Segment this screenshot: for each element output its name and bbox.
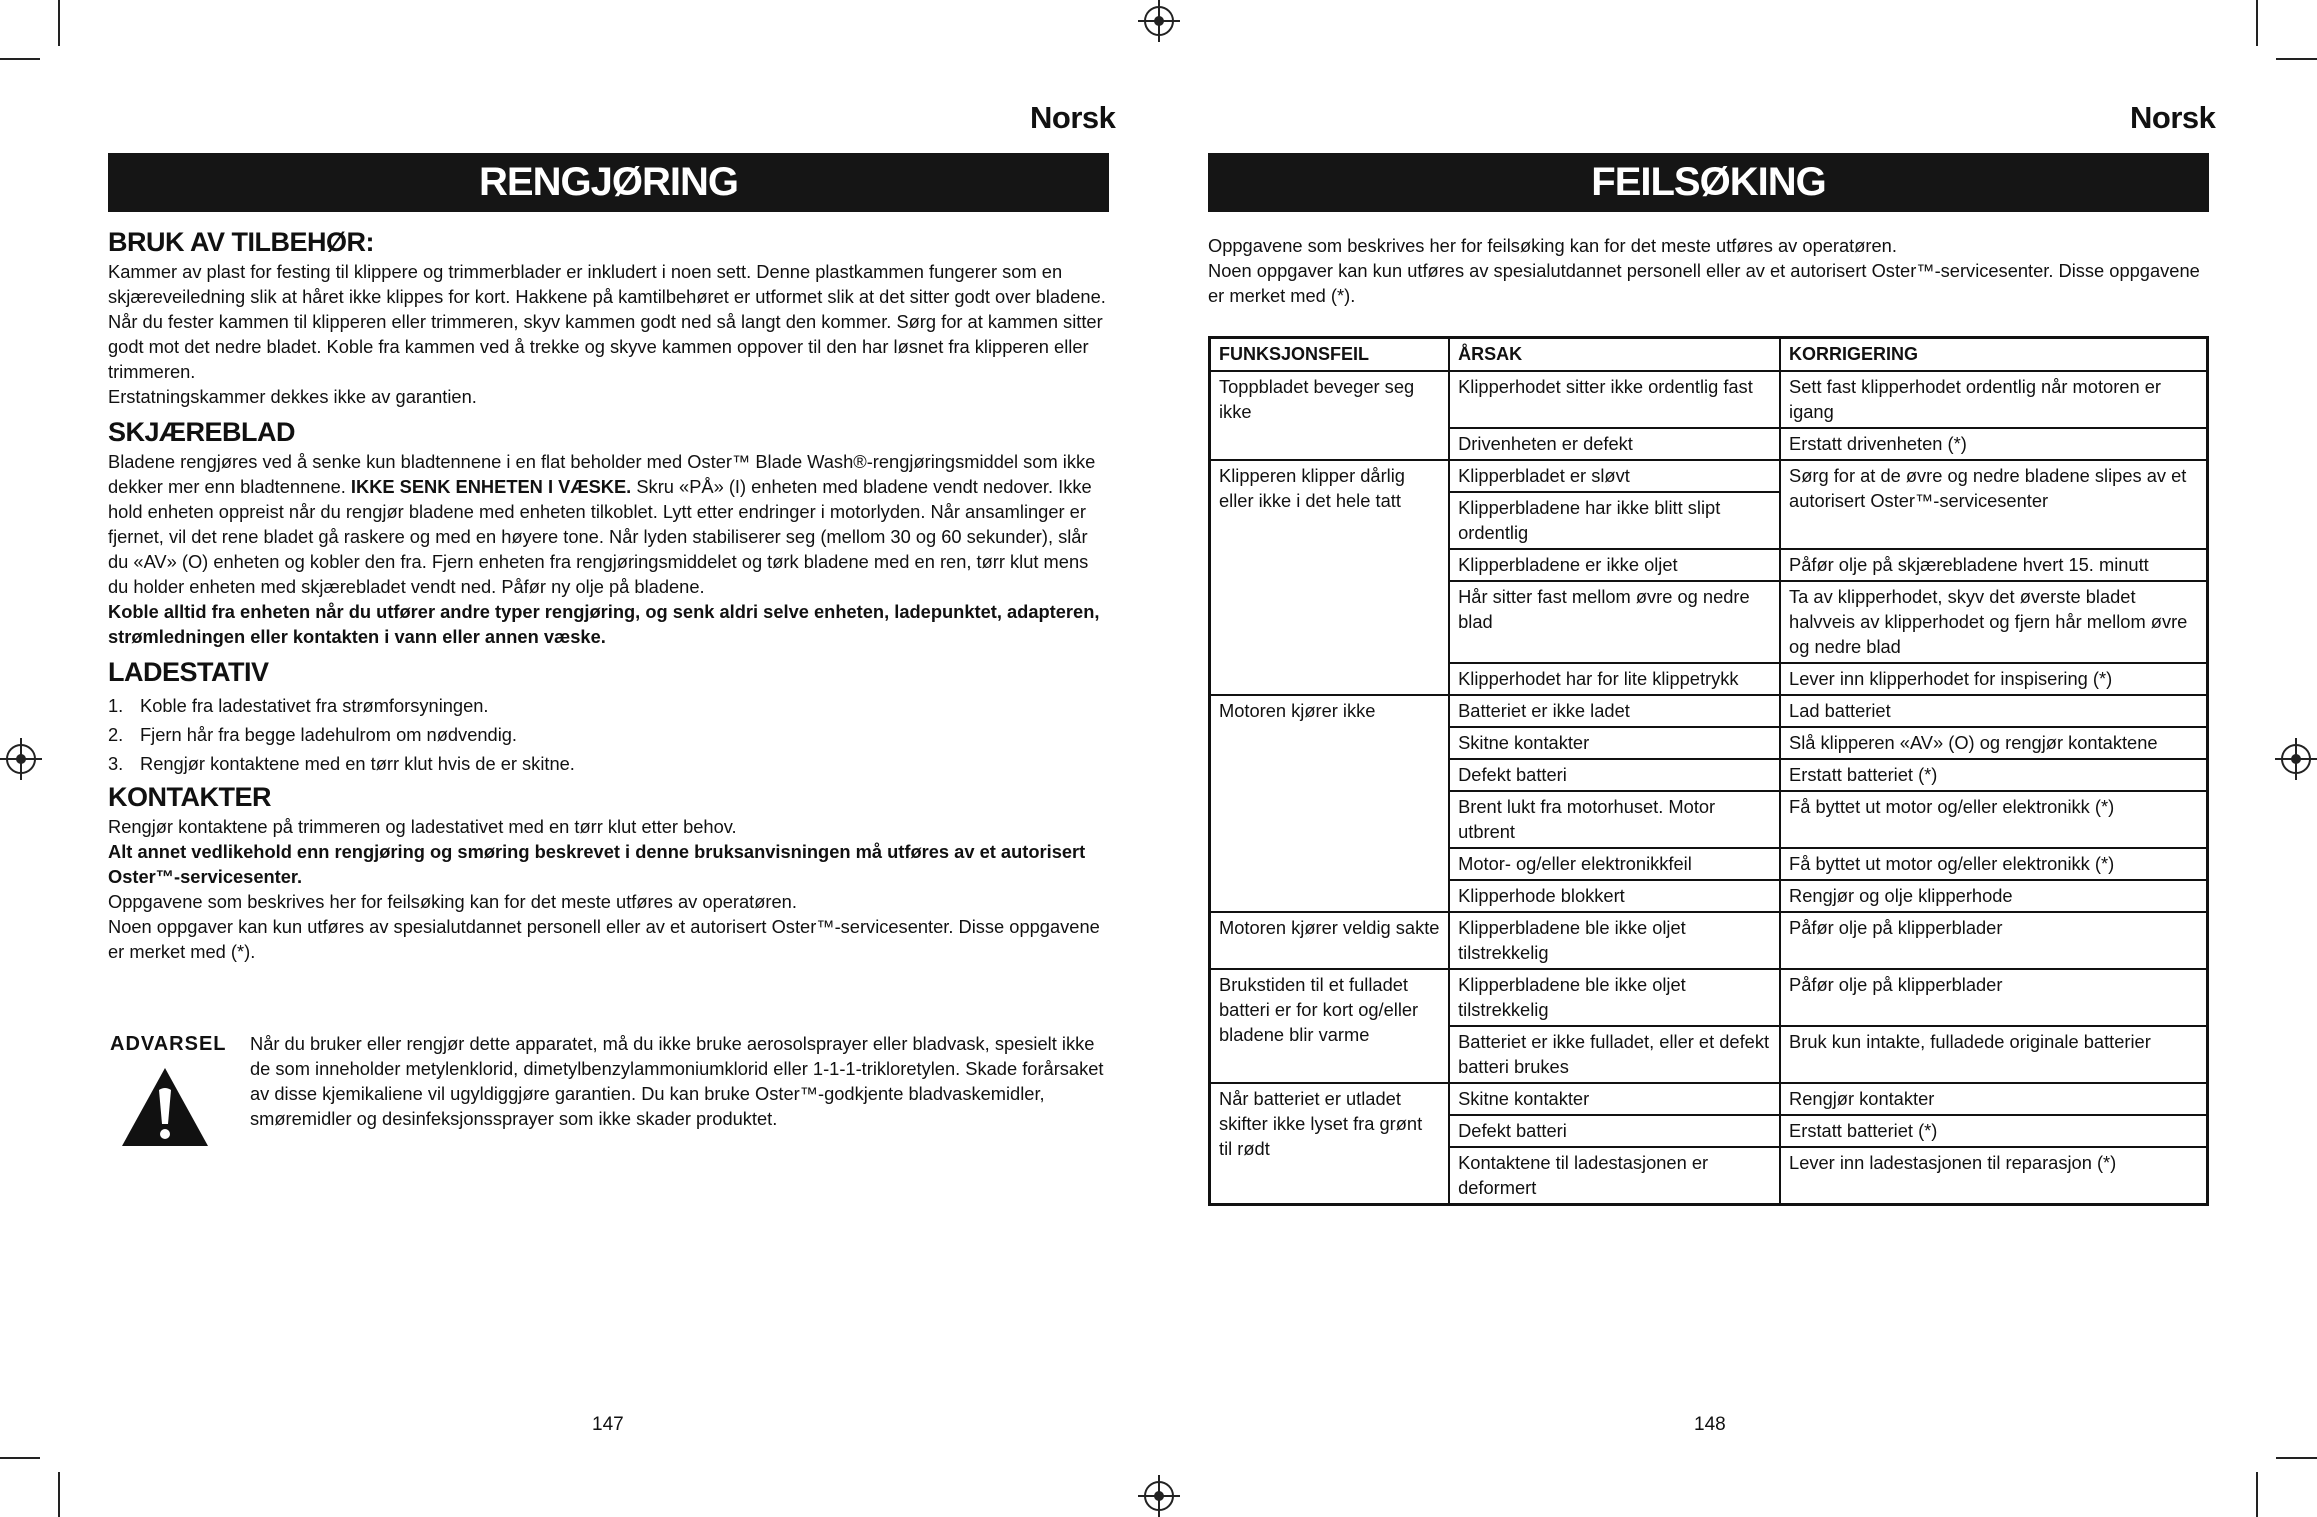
warning-text: Når du bruker eller rengjør dette apparatet, må du ikke bruke aerosolsprayer eller bladvask, spesielt ikke de som inneholder metylenklorid, dimetylbenzylammoniumklorid eller 1-1-1-trikloretylen. Skade forårsaket av disse kjemikaliene vil ugyldiggjøre garantien. Du kan bruke Oster™-godkjente bladvaskemidler, smøremidler og desinfeksjonssprayer som ikke skader produktet.	[250, 1033, 1104, 1129]
troubleshooting-table	[1208, 336, 2209, 1206]
fault-cell: Motoren kjører ikke	[1210, 695, 1450, 912]
fix-cell: Påfør olje på klipperblader	[1780, 912, 2207, 969]
crop-mark	[2256, 0, 2258, 46]
fix-cell: Slå klipperen «AV» (O) og rengjør kontaktene	[1780, 727, 2207, 759]
bold-text: IKKE SENK ENHETEN I VÆSKE.	[350, 476, 632, 497]
heading-contacts: KONTAKTER	[108, 782, 271, 812]
step-text: Koble fra ladestativet fra strømforsyningen.	[140, 695, 489, 716]
cause-cell: Skitne kontakter	[1449, 727, 1780, 759]
text-run: Skru «PÅ» (I) enheten med bladene vendt nedover. Ikke hold enheten oppreist når du rengjør bladene med enheten tilkoblet. Lytt etter endringer i motorlyden. Når ansamlinger er fjernet, vil det rene bladet gå raskere og med en høyere tone. Når lyden stabiliserer seg (mellom 30 og 60 sekunder), slår du «AV» (O) enheten og kobler den fra. Fjern enheten fra rengjøringsmiddelet og tørk bladene med en ren, tørr klut mens du holder enheten med skjærebladet vendt ned. Påfør ny olje på bladene.	[108, 476, 1092, 597]
fix-cell: Lad batteriet	[1780, 695, 2207, 727]
cause-cell: Drivenheten er defekt	[1449, 428, 1780, 460]
paragraph-bold: Alt annet vedlikehold enn rengjøring og smøring beskrevet i denne bruksanvisningen må utføres av et autorisert Oster™-servicesenter.	[108, 841, 1086, 887]
fix-cell: Rengjør og olje klipperhode	[1780, 880, 2207, 912]
intro-line: Noen oppgaver kan kun utføres av spesialutdannet personell eller av et autorisert Oster™-servicesenter. Disse oppgavene er merket med (*).	[1208, 260, 2200, 306]
paragraph-bold: Koble alltid fra enheten når du utfører andre typer rengjøring, og senk aldri selve enheten, ladepunktet, adapteren, strømledningen eller kontakten i vann eller annen væske.	[108, 601, 1100, 647]
crop-mark	[0, 58, 40, 60]
table-row	[1210, 1083, 2208, 1115]
troubleshooting-intro	[1208, 233, 2208, 308]
table-row	[1210, 695, 2208, 727]
paragraph: Noen oppgaver kan kun utføres av spesialutdannet personell eller av et autorisert Oster™-servicesenter. Disse oppgavene er merket med (*).	[108, 916, 1100, 962]
table-row	[1210, 460, 2208, 492]
registration-mark-icon	[1144, 1481, 1174, 1511]
fix-cell: Lever inn ladestasjonen til reparasjon (*)	[1780, 1147, 2207, 1205]
fault-cell: Toppbladet beveger seg ikke	[1210, 371, 1450, 460]
fault-cell: Når batteriet er utladet skifter ikke lyset fra grønt til rødt	[1210, 1083, 1450, 1205]
page-number: 148	[1694, 1414, 1726, 1435]
column-header: FUNKSJONSFEIL	[1210, 338, 1450, 372]
left-content	[108, 225, 1108, 1025]
text-run: Bladene rengjøres ved å senke kun bladtennene i en flat beholder med Oster™ Blade Wash®-rengjøringsmiddel som ikke dekker mer enn bladtennene.	[108, 451, 1096, 497]
crop-mark	[58, 1472, 60, 1517]
fault-cell: Klipperen klipper dårlig eller ikke i det hele tatt	[1210, 460, 1450, 695]
crop-mark	[58, 0, 60, 46]
crop-mark	[2256, 1472, 2258, 1517]
step-number: 1.	[108, 695, 124, 716]
column-header: ÅRSAK	[1449, 338, 1780, 372]
language-label: Norsk	[2130, 100, 2216, 135]
fix-cell: Påfør olje på klipperblader	[1780, 969, 2207, 1026]
section-banner: FEILSØKING	[1208, 153, 2209, 212]
registration-mark-icon	[6, 744, 36, 774]
cause-cell: Batteriet er ikke fulladet, eller et defekt batteri brukes	[1449, 1026, 1780, 1083]
fix-cell: Sørg for at de øvre og nedre bladene slipes av et autorisert Oster™-servicesenter	[1780, 460, 2207, 549]
cause-cell: Defekt batteri	[1449, 759, 1780, 791]
fix-cell: Lever inn klipperhodet for inspisering (*)	[1780, 663, 2207, 695]
table-header-row	[1210, 338, 2208, 372]
step-number: 3.	[108, 753, 124, 774]
paragraph: Når du fester kammen til klipperen eller trimmeren, skyv kammen godt ned så langt den kommer. Sørg for at kammen sitter godt mot det nedre bladet. Koble fra kammen ved å trekke og skyve kammen oppover til den har løsnet fra klipperen eller trimmeren.	[108, 311, 1103, 382]
fix-cell: Ta av klipperhodet, skyv det øverste bladet halvveis av klipperhodet og fjern hår mellom øvre og nedre blad	[1780, 581, 2207, 663]
cause-cell: Klipperbladene ble ikke oljet tilstrekkelig	[1449, 912, 1780, 969]
step-number: 2.	[108, 724, 124, 745]
table-row	[1210, 969, 2208, 1026]
paragraph: Kammer av plast for festing til klippere og trimmerblader er inkludert i noen sett. Denne plastkammen fungerer som en skjæreveiledning slik at håret ikke klippes for kort. Hakkene på kamtilbehøret er utformet slik at det sitter godt over bladene.	[108, 261, 1106, 307]
step-text: Rengjør kontaktene med en tørr klut hvis de er skitne.	[140, 753, 575, 774]
cause-cell: Hår sitter fast mellom øvre og nedre blad	[1449, 581, 1780, 663]
cause-cell: Kontaktene til ladestasjonen er deformert	[1449, 1147, 1780, 1205]
cause-cell: Klipperbladet er sløvt	[1449, 460, 1780, 492]
paragraph: Rengjør kontaktene på trimmeren og ladestativet med en tørr klut etter behov.	[108, 816, 737, 837]
cause-cell: Batteriet er ikke ladet	[1449, 695, 1780, 727]
fix-cell: Erstatt drivenheten (*)	[1780, 428, 2207, 460]
cause-cell: Brent lukt fra motorhuset. Motor utbrent	[1449, 791, 1780, 848]
cause-cell: Klipperhodet har for lite klippetrykk	[1449, 663, 1780, 695]
table-row	[1210, 371, 2208, 428]
crop-mark	[0, 1457, 40, 1459]
language-label: Norsk	[1030, 100, 1116, 135]
page-number: 147	[592, 1414, 624, 1435]
fix-cell: Bruk kun intakte, fulladede originale batterier	[1780, 1026, 2207, 1083]
list-item	[108, 749, 1108, 778]
heading-accessories: BRUK AV TILBEHØR:	[108, 227, 374, 257]
heading-stand: LADESTATIV	[108, 657, 269, 687]
crop-mark	[2276, 58, 2317, 60]
intro-line: Oppgavene som beskrives her for feilsøking kan for det meste utføres av operatøren.	[1208, 235, 1897, 256]
registration-mark-icon	[2281, 744, 2311, 774]
paragraph	[108, 449, 1108, 599]
crop-mark	[2276, 1457, 2317, 1459]
list-item	[108, 691, 1108, 720]
fix-cell: Påfør olje på skjærebladene hvert 15. minutt	[1780, 549, 2207, 581]
cause-cell: Skitne kontakter	[1449, 1083, 1780, 1115]
fix-cell: Få byttet ut motor og/eller elektronikk (*)	[1780, 791, 2207, 848]
registration-mark-icon	[1144, 6, 1174, 36]
fault-cell: Motoren kjører veldig sakte	[1210, 912, 1450, 969]
fix-cell: Få byttet ut motor og/eller elektronikk (*)	[1780, 848, 2207, 880]
fault-cell: Brukstiden til et fulladet batteri er for kort og/eller bladene blir varme	[1210, 969, 1450, 1083]
fix-cell: Sett fast klipperhodet ordentlig når motoren er igang	[1780, 371, 2207, 428]
fix-cell: Erstatt batteriet (*)	[1780, 1115, 2207, 1147]
cause-cell: Klipperbladene er ikke oljet	[1449, 549, 1780, 581]
fix-cell: Rengjør kontakter	[1780, 1083, 2207, 1115]
steps-list	[108, 691, 1108, 778]
table-row	[1210, 912, 2208, 969]
section-banner: RENGJØRING	[108, 153, 1109, 212]
paragraph: Erstatningskammer dekkes ikke av garantien.	[108, 386, 477, 407]
warning-label: ADVARSEL	[110, 1033, 227, 1055]
cause-cell: Klipperbladene ble ikke oljet tilstrekkelig	[1449, 969, 1780, 1026]
step-text: Fjern hår fra begge ladehulrom om nødvendig.	[140, 724, 518, 745]
cause-cell: Klipperbladene har ikke blitt slipt ordentlig	[1449, 492, 1780, 549]
list-item	[108, 720, 1108, 749]
heading-blades: SKJÆREBLAD	[108, 417, 296, 447]
cause-cell: Klipperhodet sitter ikke ordentlig fast	[1449, 371, 1780, 428]
warning-triangle-icon	[120, 1066, 210, 1148]
column-header: KORRIGERING	[1780, 338, 2207, 372]
cause-cell: Defekt batteri	[1449, 1115, 1780, 1147]
cause-cell: Klipperhode blokkert	[1449, 880, 1780, 912]
cause-cell: Motor- og/eller elektronikkfeil	[1449, 848, 1780, 880]
paragraph: Oppgavene som beskrives her for feilsøking kan for det meste utføres av operatøren.	[108, 891, 797, 912]
fix-cell: Erstatt batteriet (*)	[1780, 759, 2207, 791]
